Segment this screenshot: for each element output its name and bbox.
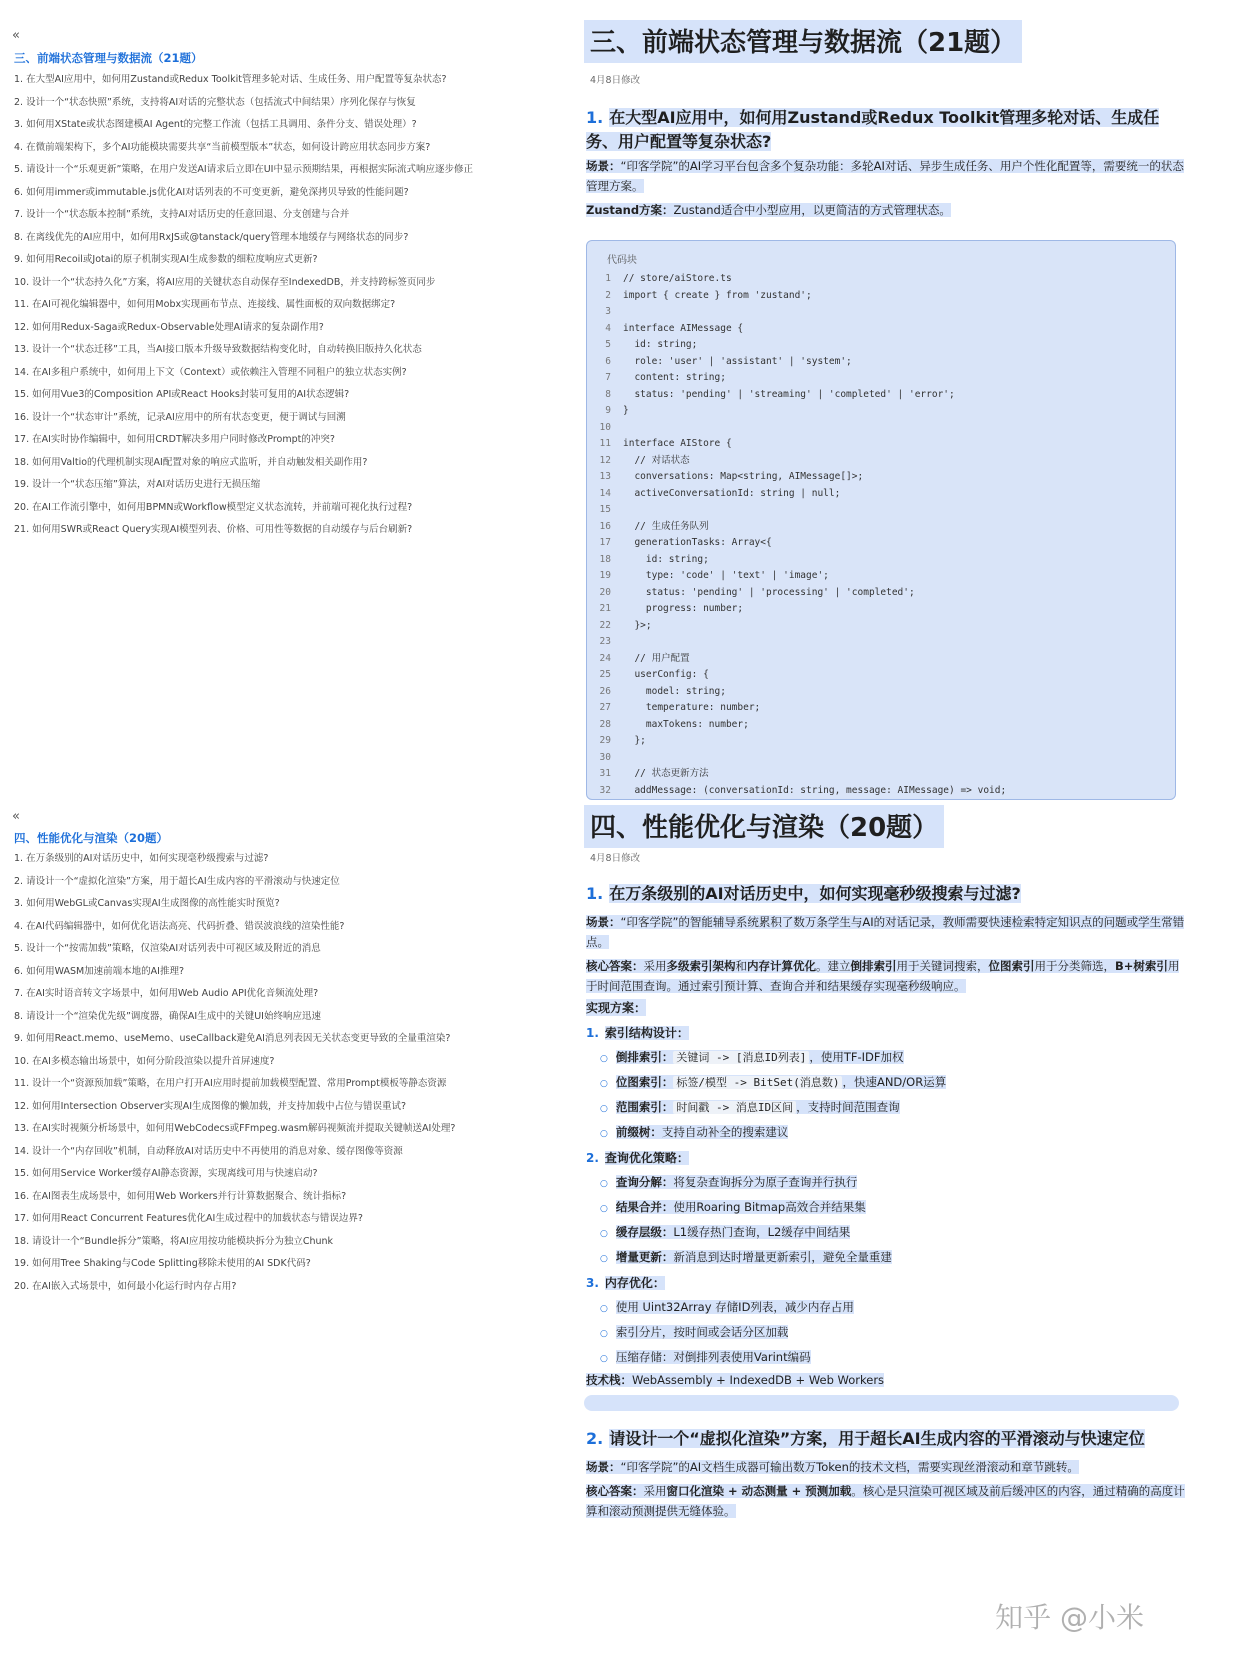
toc-item[interactable]: 15. 如何用Vue3的Composition API或React Hooks封装可复用的AI状态逻辑? [14, 389, 350, 400]
bullet-item [600, 1324, 788, 1340]
code-text: conversations: Map<string, AIMessage[]>; [623, 471, 864, 482]
question-number: 1. [586, 108, 604, 127]
bullet-label: 倒排索引： [615, 1050, 674, 1064]
plan-label: Zustand方案： [586, 203, 674, 217]
code-line [587, 469, 1175, 486]
toc-list [14, 69, 534, 542]
bullet-dot-icon: ○ [600, 1304, 608, 1314]
code-text: activeConversationId: string | null; [623, 487, 841, 499]
code-text: role: 'user' | 'assistant' | 'system'; [623, 355, 852, 367]
bullet-dot-icon: ○ [600, 1254, 608, 1264]
code-line [587, 585, 1175, 602]
bullet-dot-icon: ○ [600, 1229, 608, 1239]
zhihu-watermark: 知乎 @小米 [995, 1601, 1144, 1634]
toc-item[interactable]: 19. 设计一个“状态压缩”算法，对AI对话历史进行无损压缩 [14, 479, 261, 490]
core-bold: 窗口化渲染 + 动态测量 + 预测加载 [666, 1484, 852, 1498]
bullet-dot-icon: ○ [600, 1079, 608, 1089]
code-line [587, 783, 1175, 800]
line-number: 15 [599, 504, 611, 515]
toc-item[interactable]: 10. 在AI多模态输出场景中，如何分阶段渲染以提升首屏速度? [14, 1055, 275, 1067]
line-number: 12 [599, 454, 611, 466]
code-line [587, 436, 1175, 453]
core-text: 用于分类筛选， [1034, 959, 1115, 973]
divider [584, 1395, 1179, 1411]
page-title: 四、性能优化与渲染（20题） [584, 805, 944, 848]
tech-stack-paragraph [586, 1370, 1186, 1390]
code-text: addMessage: (conversationId: string, message: AIMessage) => void; [623, 784, 1007, 796]
code-text: content: string; [623, 372, 726, 383]
code-text: }; [623, 735, 646, 746]
line-number: 7 [605, 372, 611, 383]
question-text: 在万条级别的AI对话历史中，如何实现毫秒级搜索与过滤? [609, 884, 1021, 903]
code-lines [587, 271, 1175, 799]
line-number: 31 [599, 768, 611, 779]
code-text: import { create } from 'zustand'; [623, 289, 812, 301]
bullet-item [600, 1249, 892, 1265]
line-number: 16 [599, 520, 611, 532]
question-number: 2. [586, 1429, 604, 1448]
toc-item[interactable]: 1. 在大型AI应用中，如何用Zustand或Redux Toolkit管理多轮对话、生成任务、用户配置等复杂状态? [14, 74, 447, 85]
bullet-dot-icon: ○ [600, 1179, 608, 1189]
question-title [586, 106, 1186, 154]
toc-item[interactable]: 12. 如何用Intersection Observer实现AI生成图像的懒加载，并支持加载中占位与错误重试? [14, 1100, 407, 1112]
line-number: 4 [605, 322, 611, 334]
bullet-item [600, 1099, 900, 1115]
code-line [587, 750, 1175, 767]
toc-item[interactable]: 14. 设计一个“内存回收”机制，自动释放AI对话历史中不再使用的消息对象、缓存图像等资源 [14, 1145, 403, 1157]
toc-item[interactable]: 11. 在AI可视化编辑器中，如何用Mobx实现画布节点、连接线、属性面板的双向数据绑定? [14, 299, 396, 310]
core-answer-paragraph [586, 1481, 1186, 1521]
code-line [587, 717, 1175, 734]
code-line [587, 271, 1175, 288]
core-bold: 内存计算优化 [747, 959, 816, 973]
toc-item[interactable]: 3. 如何用XState或状态图建模AI Agent的完整工作流（包括工具调用、条件分支、错误处理）? [14, 119, 417, 130]
scene-label: 场景： [586, 159, 621, 173]
bullet-label: 缓存层级： [615, 1225, 674, 1239]
scene-paragraph [586, 156, 1186, 196]
scene-text: “印客学院”的智能辅导系统累积了数万条学生与AI的对话记录，教师需要快速检索特定知识点的问题或学生常错点。 [586, 915, 1185, 949]
bullet-item [600, 1074, 946, 1090]
toc-item[interactable]: 16. 设计一个“状态审计”系统，记录AI应用中的所有状态变更，便于调试与回溯 [14, 411, 346, 423]
doc-panel-state-management [560, 0, 1242, 800]
core-text: 采用 [643, 1484, 667, 1498]
tech-stack-label: 技术栈： [586, 1373, 632, 1387]
toc-item[interactable]: 6. 如何用WASM加速前端本地的AI推理? [14, 965, 185, 977]
code-text: } [623, 405, 629, 416]
bullet-item [600, 1174, 857, 1190]
code-line [587, 288, 1175, 305]
code-text: userConfig: { [623, 669, 709, 680]
toc-item[interactable]: 9. 如何用React.memo、useMemo、useCallback避免AI消息列表因无关状态变更导致的全量重渲染? [14, 1033, 451, 1044]
line-number: 14 [599, 487, 611, 499]
toc-item[interactable]: 4. 在微前端架构下，多个AI功能模块需要共享“当前模型版本”状态，如何设计跨应用状态同步方案? [14, 141, 431, 153]
inline-code: 标签/模型 -> BitSet(消息数) [673, 1076, 842, 1089]
toc-list [14, 848, 534, 1298]
code-text: progress: number; [623, 603, 744, 614]
toc-item[interactable]: 13. 设计一个“状态迁移”工具，当AI接口版本升级导致数据结构变化时，自动转换旧版持久化状态 [14, 344, 422, 355]
scene-paragraph [586, 1457, 1186, 1477]
section-heading [586, 1024, 689, 1041]
bullet-dot-icon: ○ [600, 1104, 608, 1114]
section-title: 索引结构设计： [604, 1026, 689, 1040]
code-text: interface AIStore { [623, 438, 732, 449]
line-number: 23 [599, 636, 611, 647]
line-number: 28 [599, 718, 611, 730]
core-answer-label: 核心答案： [586, 959, 644, 973]
code-line [587, 321, 1175, 338]
code-line [587, 552, 1175, 569]
doc-panel-performance [560, 813, 1242, 1660]
toc-item[interactable]: 21. 如何用SWR或React Query实现AI模型列表、价格、可用性等数据的自动缓存与后台刷新? [14, 524, 413, 535]
core-text: 。核心是只渲染可视区域及前后缓冲区的内容，通过精确的高度计算和滚动预测提供无缝体验。 [586, 1484, 1185, 1518]
bullet-item [600, 1349, 811, 1365]
code-text: interface AIMessage { [623, 322, 744, 334]
line-number: 22 [599, 619, 611, 631]
bullet-text: ，支持时间范围查询 [796, 1100, 900, 1114]
core-bold: B+树索引 [1115, 959, 1168, 973]
code-block-label: 代码块 [607, 255, 637, 266]
bullet-text: 新消息到达时增量更新索引，避免全量重建 [673, 1250, 892, 1264]
section-number: 2. [586, 1151, 599, 1165]
line-number: 32 [599, 784, 611, 796]
toc-item[interactable]: 8. 在离线优先的AI应用中，如何用RxJS或@tanstack/query管理本地缓存与网络状态的同步? [14, 231, 409, 243]
code-line [587, 684, 1175, 701]
section-heading [586, 1274, 665, 1291]
toc-item[interactable]: 9. 如何用Recoil或Jotai的原子机制实现AI生成参数的细粒度响应式更新? [14, 254, 318, 265]
core-text: 。建立 [816, 959, 851, 973]
toc-panel-performance [0, 809, 545, 1660]
code-line [587, 568, 1175, 585]
code-text: generationTasks: Array<{ [623, 537, 772, 548]
scene-text: “印客学院”的AI学习平台包含多个复杂功能：多轮AI对话、异步生成任务、用户个性化配置等，需要统一的状态管理方案。 [586, 159, 1184, 193]
bullet-label: 结果合并： [615, 1200, 674, 1214]
toc-item[interactable]: 7. 在AI实时语音转文字场景中，如何用Web Audio API优化音频流处理? [14, 988, 319, 999]
toc-item[interactable]: 17. 在AI实时协作编辑中，如何用CRDT解决多用户同时修改Prompt的冲突? [14, 434, 335, 445]
question-number: 1. [586, 884, 604, 903]
bullet-item [600, 1299, 854, 1315]
code-text: status: 'pending' | 'streaming' | 'completed' | 'error'; [623, 388, 955, 400]
scene-paragraph [586, 912, 1186, 952]
toc-item[interactable]: 2. 设计一个“状态快照”系统，支持将AI对话的完整状态（包括流式中间结果）序列化保存与恢复 [14, 96, 416, 108]
line-number: 17 [599, 537, 611, 548]
code-text: type: 'code' | 'text' | 'image'; [623, 570, 829, 581]
toc-item[interactable]: 20. 在AI嵌入式场景中，如何最小化运行时内存占用? [14, 1280, 237, 1292]
bullet-text: 支持自动补全的搜索建议 [661, 1125, 789, 1139]
code-line [587, 387, 1175, 404]
section-title: 查询优化策略： [604, 1151, 689, 1165]
toc-item[interactable]: 1. 在万条级别的AI对话历史中，如何实现毫秒级搜索与过滤? [14, 853, 269, 864]
bullet-label: 范围索引： [615, 1100, 674, 1114]
code-line [587, 354, 1175, 371]
toc-item[interactable]: 17. 如何用React Concurrent Features优化AI生成过程中的加载状态与错误边界? [14, 1213, 363, 1224]
toc-item[interactable]: 5. 设计一个“按需加载”策略，仅渲染AI对话列表中可视区域及附近的消息 [14, 943, 321, 954]
line-number: 11 [599, 438, 611, 449]
line-number: 2 [605, 289, 611, 301]
line-number: 10 [599, 421, 611, 433]
line-number: 29 [599, 735, 611, 746]
bullet-dot-icon: ○ [600, 1354, 608, 1364]
code-line [587, 502, 1175, 519]
toc-item[interactable]: 15. 如何用Service Worker缓存AI静态资源，实现离线可用与快速启动? [14, 1168, 318, 1179]
inline-code: 时间戳 -> 消息ID区间 [673, 1101, 796, 1114]
code-block[interactable] [586, 240, 1176, 800]
scene-label: 场景： [586, 915, 621, 929]
toc-item[interactable]: 18. 请设计一个“Bundle拆分”策略，将AI应用按功能模块拆分为独立Chunk [14, 1235, 334, 1247]
line-number: 18 [599, 553, 611, 565]
code-line [587, 535, 1175, 552]
line-number: 1 [605, 273, 611, 284]
code-text: temperature: number; [623, 702, 761, 713]
toc-item[interactable]: 8. 请设计一个“渲染优先级”调度器，确保AI生成中的关键UI始终响应迅速 [14, 1010, 321, 1022]
toc-section-title[interactable]: 四、性能优化与渲染（20题） [14, 831, 169, 845]
code-text: // 生成任务队列 [623, 520, 709, 532]
bullet-text: ，使用TF-IDF加权 [809, 1050, 904, 1064]
toc-item[interactable]: 7. 设计一个“状态版本控制”系统，支持AI对话历史的任意回退、分支创建与合并 [14, 209, 350, 220]
toc-item[interactable]: 6. 如何用immer或immutable.js优化AI对话列表的不可变更新，避免深拷贝导致的性能问题? [14, 186, 409, 198]
question-title [586, 882, 1186, 906]
bullet-label: 前缀树： [615, 1125, 662, 1139]
plan-paragraph [586, 200, 1186, 220]
core-text: 和 [735, 959, 747, 973]
modified-date: 4月8日修改 [590, 853, 641, 864]
code-text: status: 'pending' | 'processing' | 'completed'; [623, 586, 915, 598]
bullet-item [600, 1224, 850, 1240]
code-line [587, 337, 1175, 354]
plan-text: Zustand适合中小型应用，以更简洁的方式管理状态。 [673, 203, 951, 217]
code-line [587, 601, 1175, 618]
toc-item[interactable]: 4. 在AI代码编辑器中，如何优化语法高亮、代码折叠、错误波浪线的渲染性能? [14, 920, 345, 932]
bullet-text: 将复杂查询拆分为原子查询并行执行 [673, 1175, 858, 1189]
scene-label: 场景： [586, 1460, 621, 1474]
bullet-item [600, 1124, 788, 1140]
code-text: id: string; [623, 339, 698, 350]
toc-item[interactable]: 5. 请设计一个“乐观更新”策略，在用户发送AI请求后立即在UI中显示预期结果，再根据实际流式响应逐步修正 [14, 164, 473, 175]
core-bold: 多级索引架构 [666, 959, 736, 973]
bullet-text: L1缓存热门查询，L2缓存中间结果 [673, 1225, 851, 1239]
code-line [587, 766, 1175, 783]
toc-item[interactable]: 14. 在AI多租户系统中，如何用上下文（Context）或依赖注入管理不同租户的独立状态实例? [14, 366, 407, 378]
section-title: 内存优化： [604, 1276, 665, 1290]
code-text: maxTokens: number; [623, 718, 749, 730]
section-number: 1. [586, 1026, 599, 1040]
toc-item[interactable]: 11. 设计一个“资源预加载”策略，在用户打开AI应用时提前加载模型配置、常用Prompt模板等静态资源 [14, 1078, 447, 1089]
code-line [587, 486, 1175, 503]
bullet-label: 位图索引： [615, 1075, 674, 1089]
toc-item[interactable]: 3. 如何用WebGL或Canvas实现AI生成图像的高性能实时预览? [14, 898, 280, 909]
code-text: model: string; [623, 685, 726, 697]
core-answer-paragraph [586, 956, 1186, 996]
line-number: 9 [605, 405, 611, 416]
code-line [587, 453, 1175, 470]
implementation-label: 实现方案： [586, 1001, 647, 1015]
toc-item[interactable]: 16. 在AI图表生成场景中，如何用Web Workers并行计算数据聚合、统计指标? [14, 1190, 347, 1202]
line-number: 20 [599, 586, 611, 598]
line-number: 5 [605, 339, 611, 350]
bullet-dot-icon: ○ [600, 1054, 608, 1064]
line-number: 13 [599, 471, 611, 482]
toc-item[interactable]: 18. 如何用Valtio的代理机制实现AI配置对象的响应式监听，并自动触发相关副作用? [14, 456, 368, 468]
core-text: 用于关键词搜索， [896, 959, 989, 973]
code-line [587, 700, 1175, 717]
toc-item[interactable]: 2. 请设计一个“虚拟化渲染”方案，用于超长AI生成内容的平滑滚动与快速定位 [14, 875, 340, 887]
code-line [587, 651, 1175, 668]
toc-section-title[interactable]: 三、前端状态管理与数据流（21题） [14, 51, 203, 65]
code-text: // 用户配置 [623, 652, 690, 664]
scene-text: “印客学院”的AI文档生成器可输出数万Token的技术文档，需要实现丝滑滚动和章节跳转。 [620, 1460, 1079, 1474]
code-line [587, 618, 1175, 635]
toc-item[interactable]: 13. 在AI实时视频分析场景中，如何用WebCodecs或FFmpeg.wasm解码视频流并提取关键帧送AI处理? [14, 1123, 456, 1134]
line-number: 6 [605, 355, 611, 367]
toc-item[interactable]: 19. 如何用Tree Shaking与Code Splitting移除未使用的AI SDK代码? [14, 1258, 311, 1269]
section-number: 3. [586, 1276, 599, 1290]
bullet-text: 压缩存储：对倒排列表使用Varint编码 [615, 1350, 811, 1364]
line-number: 19 [599, 570, 611, 581]
code-line [587, 304, 1175, 321]
toc-panel-state-management [0, 0, 545, 810]
code-line [587, 667, 1175, 684]
line-number: 30 [599, 751, 611, 763]
toc-item[interactable]: 10. 设计一个“状态持久化”方案，将AI应用的关键状态自动保存至IndexedDB，并支持跨标签页同步 [14, 276, 436, 288]
line-number: 25 [599, 669, 611, 680]
bullet-text: 索引分片，按时间或会话分区加载 [615, 1325, 789, 1339]
inline-code: 关键词 -> [消息ID列表] [673, 1051, 809, 1064]
core-text: 用于时间范围查询。通过索引预计算、查询合并和结果缓存实现毫秒级响应。 [586, 959, 1180, 993]
code-line [587, 370, 1175, 387]
page-title: 三、前端状态管理与数据流（21题） [584, 20, 1022, 63]
line-number: 26 [599, 685, 611, 697]
core-bold: 倒排索引 [850, 959, 897, 973]
tech-stack-text: WebAssembly + IndexedDB + Web Workers [632, 1373, 885, 1387]
bullet-item [600, 1199, 866, 1215]
line-number: 8 [605, 388, 611, 400]
modified-date: 4月8日修改 [590, 75, 641, 86]
code-text: }>; [623, 619, 652, 631]
question-title [586, 1427, 1186, 1451]
section-heading [586, 1149, 689, 1166]
code-text: // store/aiStore.ts [623, 273, 732, 284]
core-bold: 位图索引 [988, 959, 1035, 973]
line-number: 3 [605, 306, 611, 317]
question-text: 在大型AI应用中，如何用Zustand或Redux Toolkit管理多轮对话、生成任务、用户配置等复杂状态? [586, 108, 1160, 151]
code-text: id: string; [623, 553, 709, 565]
bullet-dot-icon: ○ [600, 1129, 608, 1139]
collapse-sidebar-icon[interactable]: « [12, 28, 20, 43]
line-number: 21 [599, 603, 611, 614]
bullet-item [600, 1049, 904, 1065]
core-text: 采用 [643, 959, 667, 973]
bullet-text: 使用 Uint32Array 存储ID列表，减少内存占用 [615, 1300, 854, 1314]
bullet-text: 使用Roaring Bitmap高效合并结果集 [673, 1200, 866, 1214]
question-text: 请设计一个“虚拟化渲染”方案，用于超长AI生成内容的平滑滚动与快速定位 [609, 1429, 1145, 1448]
code-line [587, 519, 1175, 536]
code-line [587, 403, 1175, 420]
line-number: 27 [599, 702, 611, 713]
code-text: // 状态更新方法 [623, 768, 709, 779]
bullet-dot-icon: ○ [600, 1329, 608, 1339]
code-text: // 对话状态 [623, 454, 690, 466]
bullet-label: 查询分解： [615, 1175, 674, 1189]
line-number: 24 [599, 652, 611, 664]
code-line [587, 634, 1175, 651]
bullet-text: ，快速AND/OR运算 [842, 1075, 947, 1089]
collapse-sidebar-icon[interactable]: « [12, 809, 20, 824]
code-line [587, 420, 1175, 437]
toc-item[interactable]: 20. 在AI工作流引擎中，如何用BPMN或Workflow模型定义状态流转，并前端可视化执行过程? [14, 501, 413, 513]
bullet-label: 增量更新： [615, 1250, 674, 1264]
core-answer-label: 核心答案： [586, 1484, 644, 1498]
toc-item[interactable]: 12. 如何用Redux-Saga或Redux-Observable处理AI请求的复杂副作用? [14, 321, 324, 333]
code-line [587, 733, 1175, 750]
bullet-dot-icon: ○ [600, 1204, 608, 1214]
